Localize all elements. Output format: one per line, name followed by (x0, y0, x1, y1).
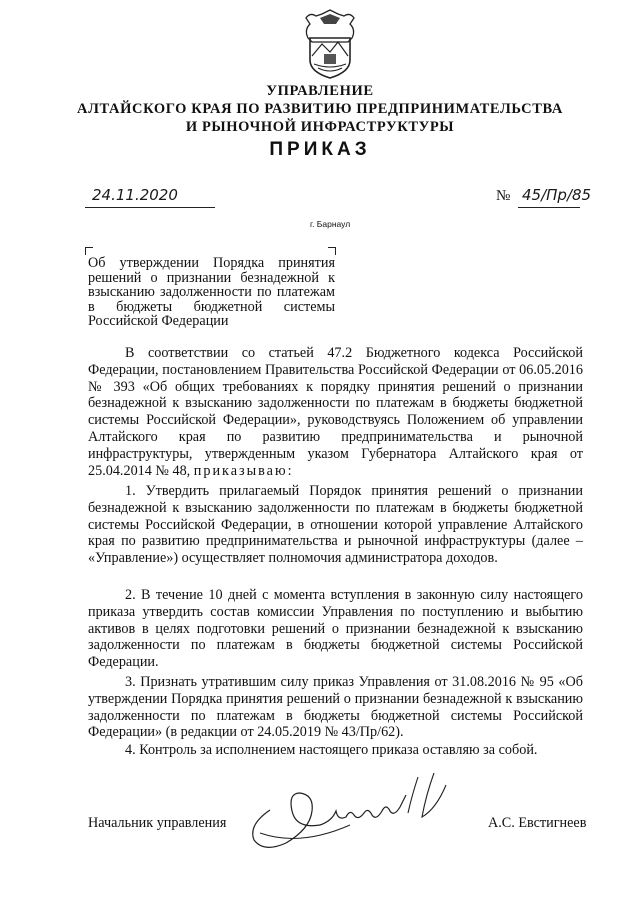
clause-4: 4. Контроль за исполнением настоящего приказа оставляю за собой. (125, 742, 538, 758)
agency-name-line1: УПРАВЛЕНИЕ (266, 83, 374, 99)
document-date: 24.11.2020 (92, 186, 178, 204)
date-underline (85, 207, 215, 208)
agency-name-line3: И РЫНОЧНОЙ ИНФРАСТРУКТУРЫ (185, 119, 455, 135)
order-keyword: приказываю: (193, 462, 294, 479)
document-subject: Об утверждении Порядка принятия решений о признании безнадежной к взысканию задолженности по платежам в бюджеты бюджетной системы Российской Федерации (88, 255, 335, 329)
number-underline (518, 207, 580, 208)
preamble-paragraph (88, 345, 583, 479)
clause-3: 3. Признать утратившим силу приказ Управления от 31.08.2016 № 95 «Об утверждении Порядка принятия решений о признании безнадежной к взысканию задолженности по платежам в бюджеты бюджетной системы Российской Федерации» (в редакции от 24.05.2019 № 43/Пр/62). (88, 674, 583, 741)
signatory-name: А.С. Евстигнеев (488, 815, 587, 831)
agency-name-line2: АЛТАЙСКОГО КРАЯ ПО РАЗВИТИЮ ПРЕДПРИНИМАТЕЛЬСТВА (77, 101, 563, 117)
clause-2: 2. В течение 10 дней с момента вступления в законную силу настоящего приказа утвердить состав комиссии Управления по поступлению и выбытию активов в целях подготовки решений о признании безнадежной к взысканию задолженности по платежам в бюджеты бюджетной системы Российской Федерации. (88, 587, 583, 671)
document-city: г. Барнаул (310, 219, 351, 229)
subject-corner-left (85, 247, 93, 255)
handwritten-signature (240, 755, 470, 855)
signatory-position: Начальник управления (88, 815, 227, 831)
number-label: № (496, 188, 511, 204)
subject-corner-right (328, 247, 336, 255)
document-type: ПРИКАЗ (269, 139, 371, 160)
clause-1: 1. Утвердить прилагаемый Порядок принятия решений о признании безнадежной к взысканию задолженности по платежам в бюджеты бюджетной системы Российской Федерации, в отношении которой управление Алтайского края по развитию предпринимательства и рыночной инфраструктуры (далее – «Управление») осуществляет полномочия администратора доходов. (88, 483, 583, 567)
document-number: 45/Пр/85 (522, 186, 592, 204)
altai-coat-of-arms-icon (300, 8, 360, 80)
preamble-text: В соответствии со статьей 47.2 Бюджетного кодекса Российской Федерации, постановлением Правительства Российской Федерации от 06.05.2016 № 393 «Об общих требованиях к порядку принятия решений о признании безнадежной к взысканию задолженности по платежам в бюджеты бюджетной системы Российской Федерации», руководствуясь Положением об управлении Алтайского края по развитию предпринимательства и рыночной инфраструктуры, утвержденным указом Губернатора Алтайского края от 25.04.2014 № 48, (88, 345, 583, 479)
